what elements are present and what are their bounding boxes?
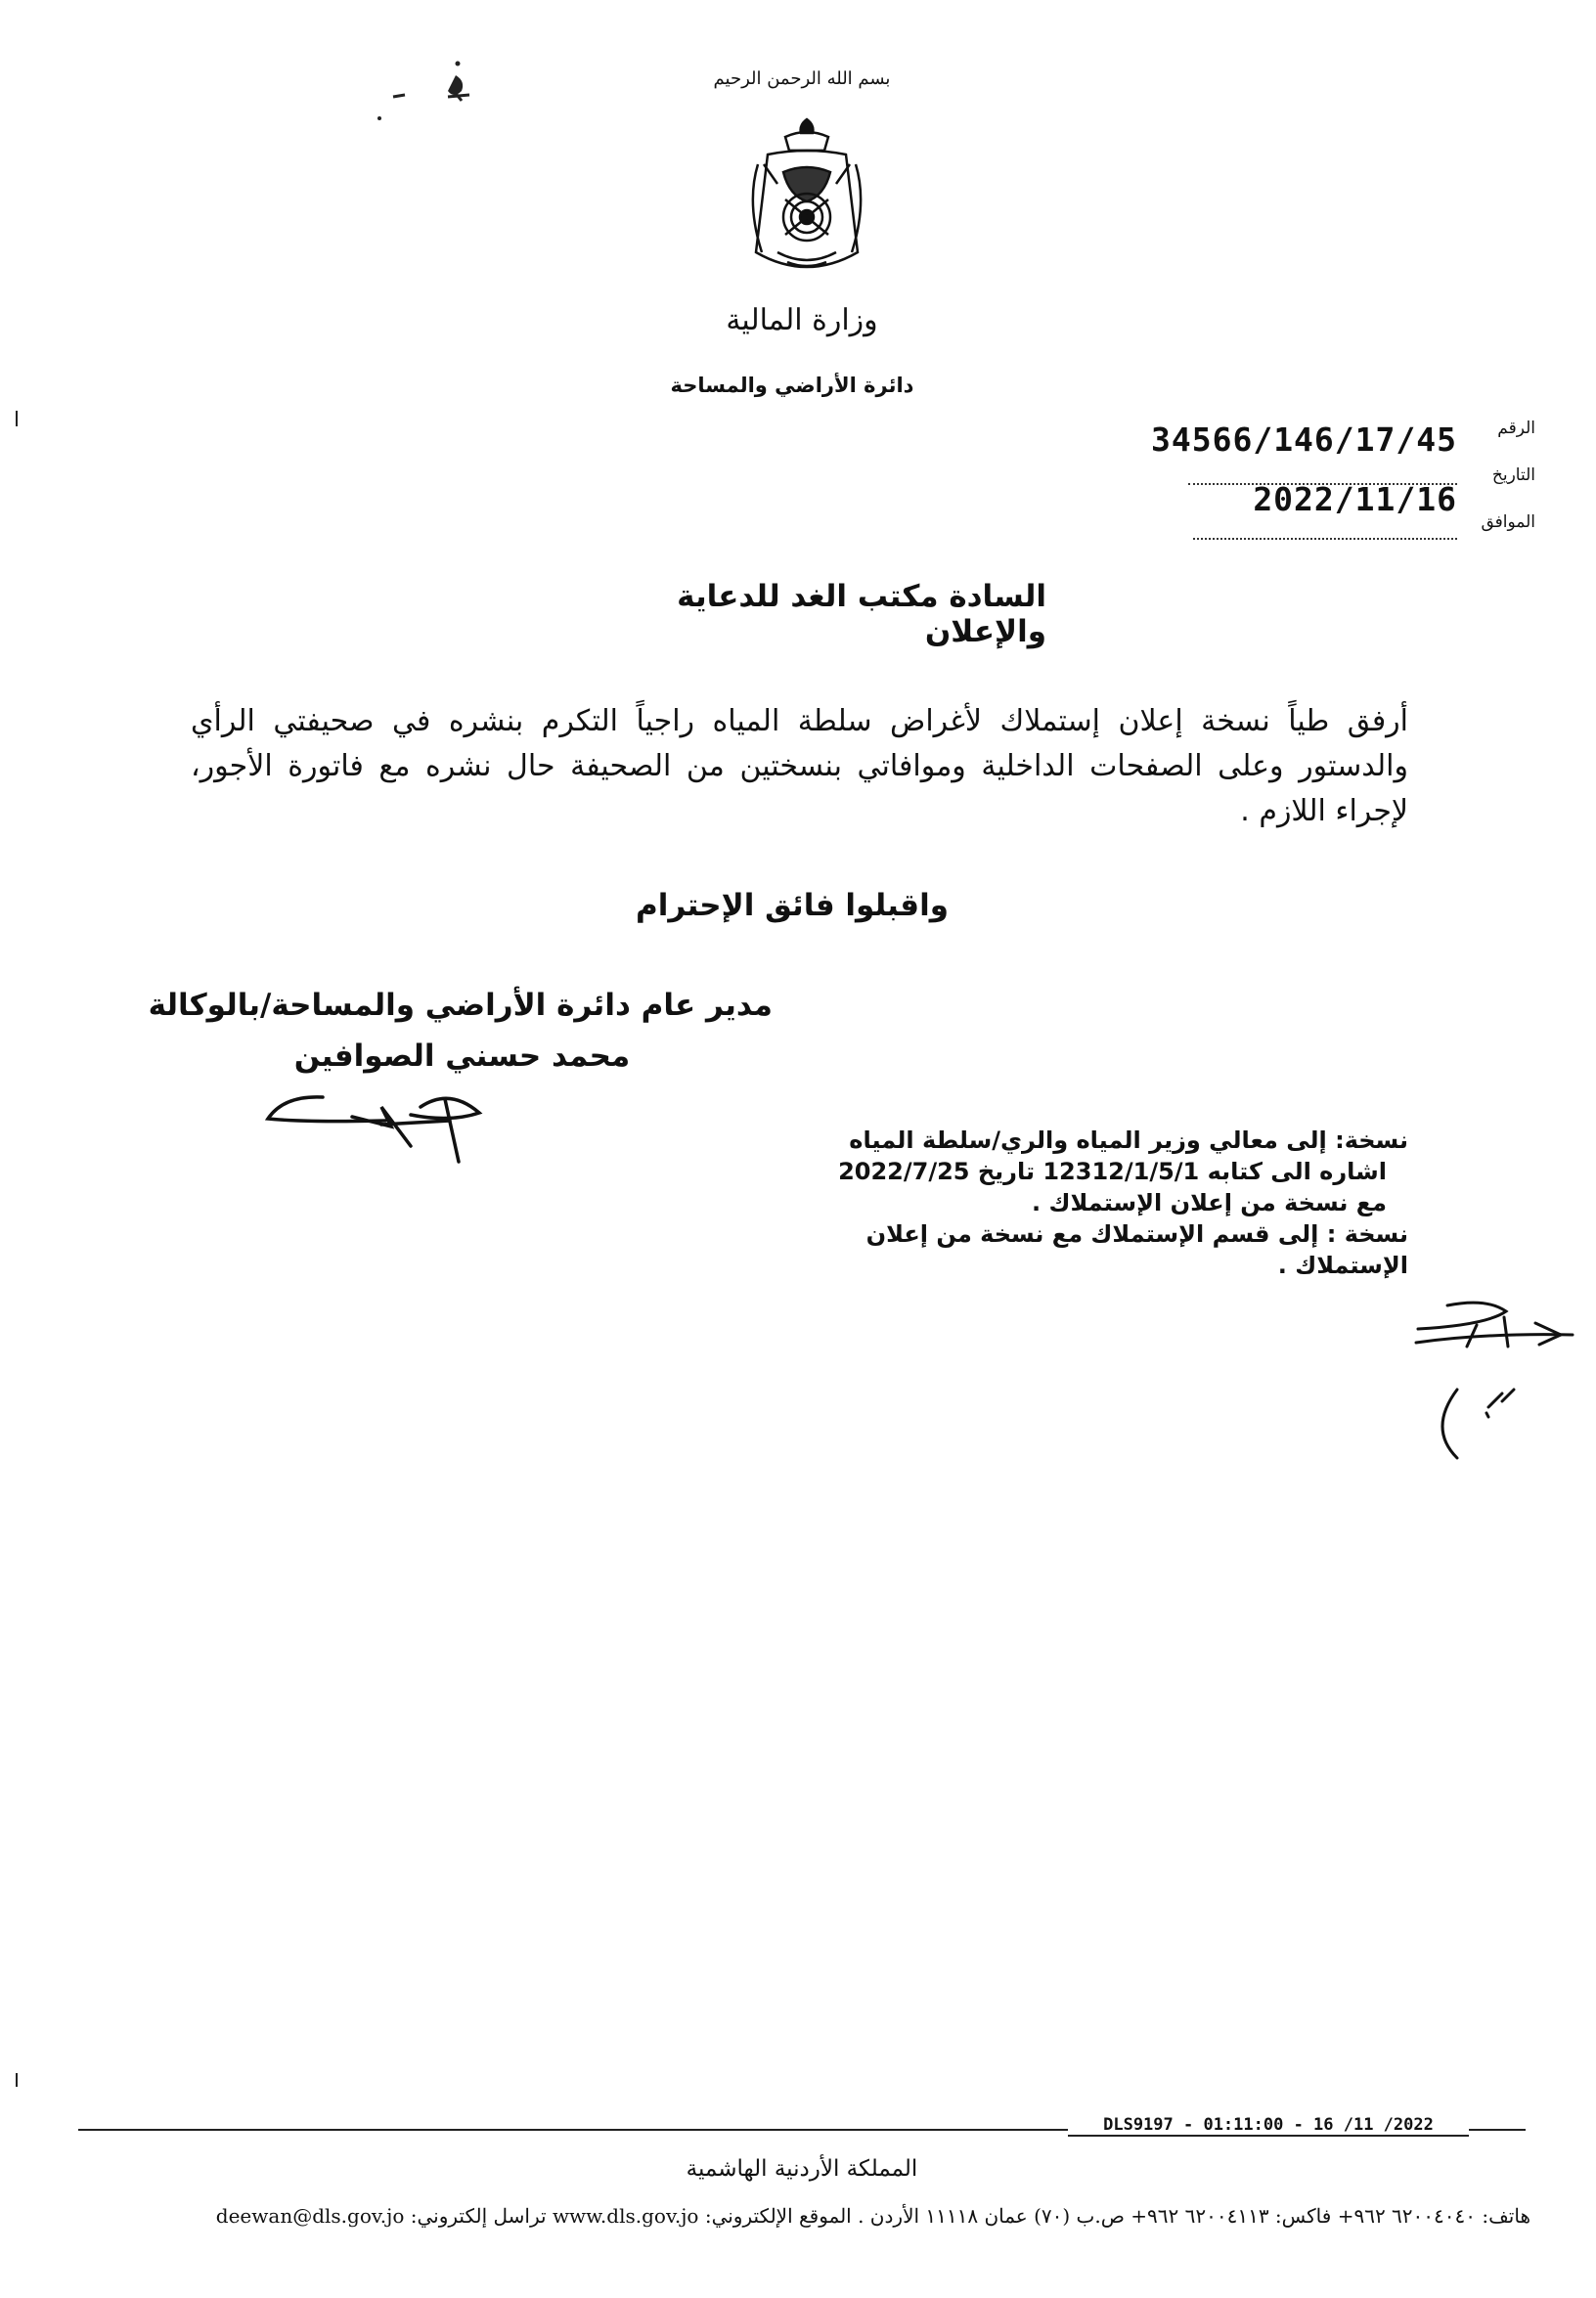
footer-contact-info: هاتف: ٦٢٠٠٤٠٤٠ ٩٦٢+ فاكس: ٦٢٠٠٤١١٣ ٩٦٢+ ص.ب (٧٠) عمان ١١١١٨ الأردن . الموقع الإلكتروني: www.dls.gov.jo تراسل إلكتروني: deewan@dls.gov.jo	[215, 2204, 1530, 2228]
copy-line: نسخة: إلى معالي وزير المياه والري/سلطة المياه	[849, 1127, 1408, 1154]
signatory-title: مدير عام دائرة الأراضي والمساحة/بالوكالة	[148, 988, 773, 1023]
corresponding-date-dotted-line	[1193, 538, 1457, 540]
print-stamp: DLS9197 - 01:11:00 - 16 /11 /2022	[1068, 2115, 1469, 2137]
handwritten-initials	[1408, 1296, 1584, 1462]
signatory-name: محمد حسني الصوافين	[293, 1039, 631, 1074]
letter-body: أرفق طياً نسخة إعلان إستملاك لأغراض سلطة المياه راجياً التكرم بنشره في صحيفتي الرأي والدستور وعلى الصفحات الداخلية وموافاتي بنسختين من الصحيفة حال نشره مع فاتورة الأجور، لإجراء اللازم .	[191, 704, 1408, 828]
ministry-name: وزارة المالية	[726, 303, 878, 337]
reference-number-value: 34566/146/17/45	[1150, 420, 1457, 459]
closing-salutation: واقبلوا فائق الإحترام	[635, 888, 949, 923]
basmala: بسم الله الرحمن الرحيم	[713, 68, 891, 89]
corresponding-date-label: الموافق	[1481, 512, 1535, 532]
copy-line: مع نسخة من إعلان الإستملاك .	[1031, 1189, 1387, 1216]
copy-line: اشاره الى كتابه 12312/1/5/1 تاريخ 2022/7/25	[838, 1158, 1387, 1185]
copy-line: نسخة : إلى قسم الإستملاك مع نسخة من إعلان الإستملاك .	[865, 1220, 1408, 1279]
date-label: التاريخ	[1491, 465, 1535, 485]
reference-number-label: الرقم	[1497, 419, 1535, 438]
scan-margin-mark	[16, 411, 18, 426]
scan-margin-mark	[16, 2073, 18, 2087]
date-value: 2022/11/16	[1253, 480, 1457, 518]
footer-kingdom-name: المملكة الأردنية الهاشمية	[686, 2156, 918, 2182]
scan-speck-marks	[372, 54, 499, 142]
copies-block	[763, 1125, 1408, 1281]
recipient-line: السادة مكتب الغد للدعاية والإعلان	[677, 579, 1046, 649]
department-name: دائرة الأراضي والمساحة	[670, 374, 914, 397]
handwritten-signature	[264, 1087, 528, 1175]
jordan-coat-of-arms-icon	[729, 115, 885, 277]
